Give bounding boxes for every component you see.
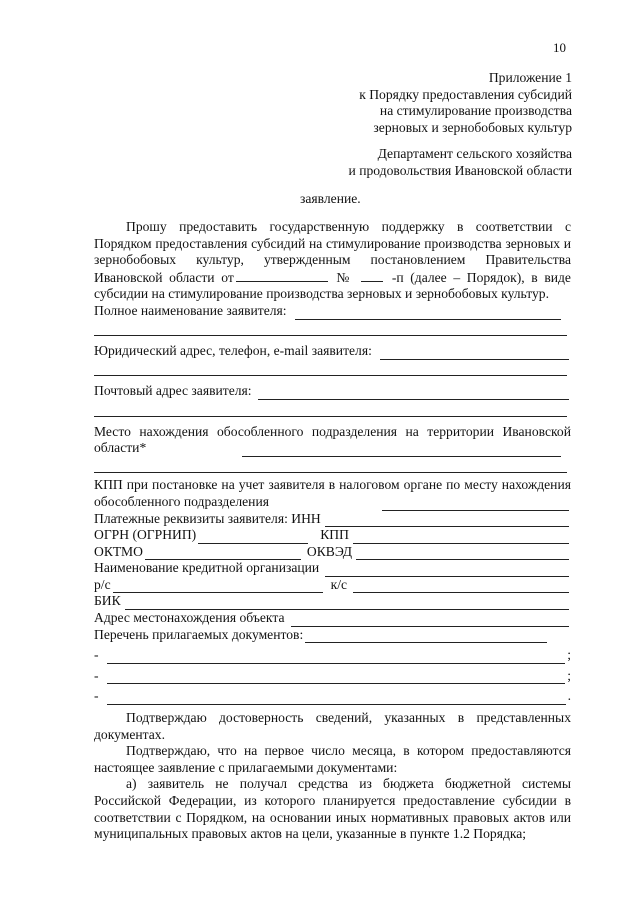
account-blank[interactable] xyxy=(113,580,323,593)
oktmo-blank[interactable] xyxy=(145,547,301,560)
list-dash: - xyxy=(94,688,99,704)
full-name-row-2 xyxy=(94,320,571,337)
object-address-row xyxy=(94,610,571,627)
list-dash: - xyxy=(94,647,99,663)
appendix-heading xyxy=(272,70,572,136)
postal-address-blank-2[interactable] xyxy=(94,404,567,417)
document-title: заявление. xyxy=(300,191,361,206)
accounts-row xyxy=(94,577,571,594)
corr-account-blank[interactable] xyxy=(353,580,569,593)
document-item-row xyxy=(94,668,571,685)
list-semicolon: ; xyxy=(567,647,571,663)
addressee-line: Департамент сельского хозяйства xyxy=(377,146,572,161)
branch-location-blank[interactable] xyxy=(242,444,561,457)
oktmo-label: ОКТМО xyxy=(94,543,143,559)
bank-name-row xyxy=(94,560,571,577)
document-item-blank[interactable] xyxy=(107,651,566,664)
confirm-paragraph-1: Подтверждаю достоверность сведений, указанных в представленных документах. xyxy=(94,710,571,742)
okved-label: ОКВЭД xyxy=(306,543,352,559)
branch-location-row-2 xyxy=(94,457,571,474)
ogrn-blank[interactable] xyxy=(198,531,308,544)
branch-location-blank-2[interactable] xyxy=(94,460,567,473)
full-name-label: Полное наименование заявителя: xyxy=(94,302,287,318)
postal-address-label: Почтовый адрес заявителя: xyxy=(94,383,252,399)
payment-details-row xyxy=(94,511,571,528)
documents-list-blank[interactable] xyxy=(305,630,547,643)
kpp-registration-blank[interactable] xyxy=(382,498,569,511)
account-label: р/с xyxy=(94,576,111,592)
branch-location-row xyxy=(94,440,571,457)
corr-account-label: к/с xyxy=(330,576,348,592)
decree-number-blank[interactable] xyxy=(361,269,383,282)
ogrn-kpp-row xyxy=(94,527,571,544)
postal-address-row-2 xyxy=(94,400,571,417)
documents-list-label: Перечень прилагаемых документов: xyxy=(94,626,304,642)
request-text-1: Прошу предоставить государственную поддержку в соответствии с Порядком предоставления субсидий на стимулирование производства зерновых и зернобобовых культур, утвержденным постановлением Правительства Ивановской области от xyxy=(94,219,571,285)
oktmo-okved-row xyxy=(94,544,571,561)
legal-address-label: Юридический адрес, телефон, e-mail заявителя: xyxy=(94,343,372,359)
appendix-line: Приложение 1 xyxy=(488,70,572,85)
legal-address-row xyxy=(94,343,571,360)
bik-row xyxy=(94,593,571,610)
inn-blank[interactable] xyxy=(325,514,569,527)
branch-location-label: Место нахождения обособленного подразделения на территории Ивановской области* xyxy=(94,423,571,456)
page-number: 10 xyxy=(553,40,566,55)
document-item-blank[interactable] xyxy=(107,671,566,684)
form-body xyxy=(94,219,571,843)
list-semicolon: ; xyxy=(567,667,571,683)
list-dash: - xyxy=(94,667,99,683)
document-item-row xyxy=(94,647,571,664)
list-period: . xyxy=(567,688,571,704)
kpp-blank[interactable] xyxy=(353,531,569,544)
bik-label: БИК xyxy=(94,593,121,609)
bank-name-blank[interactable] xyxy=(325,564,569,577)
bank-name-label: Наименование кредитной организации xyxy=(94,560,320,576)
decree-date-blank[interactable] xyxy=(236,269,328,282)
legal-address-blank-2[interactable] xyxy=(94,363,567,376)
confirm-paragraph-3: а) заявитель не получал средства из бюджета бюджетной системы Российской Федерации, из которого планируется предоставление субсидии в соответствии с Порядком, на основании иных нормативных правовых актов или муниципальных правовых актов на цели, указанные в пункте 1.2 Порядка; xyxy=(94,776,571,842)
legal-address-blank[interactable] xyxy=(380,347,569,360)
postal-address-blank[interactable] xyxy=(258,387,569,400)
document-item-blank[interactable] xyxy=(107,692,566,705)
appendix-line: зерновых и зернобобовых культур xyxy=(373,119,572,135)
document-item-row xyxy=(94,688,571,705)
okved-blank[interactable] xyxy=(356,547,569,560)
ogrn-label: ОГРН (ОГРНИП) xyxy=(94,527,197,543)
full-name-blank-2[interactable] xyxy=(94,323,567,336)
legal-address-row-2 xyxy=(94,360,571,377)
appendix-line: к Порядку предоставления субсидий xyxy=(359,86,572,102)
addressee-line: и продовольствия Ивановской области xyxy=(348,162,572,178)
addressee-block xyxy=(272,146,572,179)
kpp-registration-label: КПП при постановке на учет заявителя в налоговом органе по месту нахождения обособленного подразделения xyxy=(94,477,571,509)
object-address-blank[interactable] xyxy=(291,614,570,627)
object-address-label: Адрес местонахождения объекта xyxy=(94,610,285,626)
confirm-paragraph-2: Подтверждаю, что на первое число месяца, в котором предоставляются настоящее заявление с прилагаемыми документами: xyxy=(94,743,571,775)
number-sign: № xyxy=(336,269,353,285)
full-name-blank[interactable] xyxy=(295,307,561,320)
request-paragraph xyxy=(94,219,571,303)
kpp-label: КПП xyxy=(320,527,349,543)
bik-blank[interactable] xyxy=(125,597,569,610)
documents-list-row xyxy=(94,627,571,644)
payment-details-label: Платежные реквизиты заявителя: ИНН xyxy=(94,510,321,526)
appendix-line: на стимулирование производства xyxy=(379,103,572,119)
request-text-2: -п (далее – Порядок), в виде субсидии на стимулирование производства зерновых и зернобобовых культур. xyxy=(94,269,571,302)
full-name-row xyxy=(94,303,571,320)
postal-address-row xyxy=(94,383,571,400)
